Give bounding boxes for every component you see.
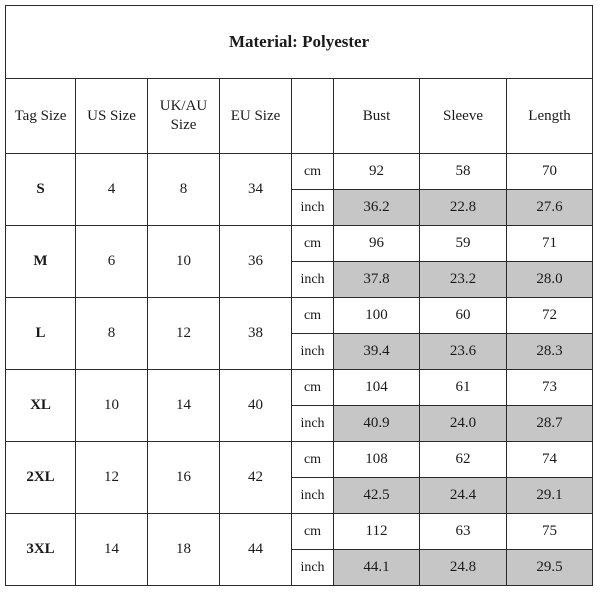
- size-chart: [5, 5, 592, 595]
- us-size-cell: 12: [76, 442, 148, 514]
- size-row-cm: [6, 154, 593, 190]
- sleeve-cm-cell: 61: [420, 370, 507, 406]
- unit-cell-inch: inch: [292, 190, 334, 226]
- unit-cell-inch: inch: [292, 550, 334, 586]
- length-inch-cell: 28.7: [507, 406, 593, 442]
- sleeve-inch-cell: 24.0: [420, 406, 507, 442]
- eu-size-cell: 34: [220, 154, 292, 226]
- tag-size-cell: M: [6, 226, 76, 298]
- bust-inch-cell: 40.9: [334, 406, 420, 442]
- size-row-cm: [6, 226, 593, 262]
- header-length: Length: [507, 79, 593, 154]
- tag-size-cell: 3XL: [6, 514, 76, 586]
- eu-size-cell: 40: [220, 370, 292, 442]
- sleeve-cm-cell: 60: [420, 298, 507, 334]
- header-bust: Bust: [334, 79, 420, 154]
- unit-cell-cm: cm: [292, 298, 334, 334]
- header-ukau-size: UK/AU Size: [148, 79, 220, 154]
- length-inch-cell: 28.0: [507, 262, 593, 298]
- us-size-cell: 8: [76, 298, 148, 370]
- header-unit: [292, 79, 334, 154]
- unit-cell-cm: cm: [292, 154, 334, 190]
- header-eu-size: EU Size: [220, 79, 292, 154]
- length-cm-cell: 70: [507, 154, 593, 190]
- unit-cell-cm: cm: [292, 226, 334, 262]
- ukau-size-cell: 12: [148, 298, 220, 370]
- header-sleeve: Sleeve: [420, 79, 507, 154]
- length-cm-cell: 75: [507, 514, 593, 550]
- bust-inch-cell: 42.5: [334, 478, 420, 514]
- bust-inch-cell: 37.8: [334, 262, 420, 298]
- unit-cell-inch: inch: [292, 334, 334, 370]
- bust-cm-cell: 100: [334, 298, 420, 334]
- ukau-size-cell: 16: [148, 442, 220, 514]
- us-size-cell: 10: [76, 370, 148, 442]
- bust-cm-cell: 96: [334, 226, 420, 262]
- ukau-size-cell: 18: [148, 514, 220, 586]
- eu-size-cell: 38: [220, 298, 292, 370]
- us-size-cell: 6: [76, 226, 148, 298]
- ukau-size-cell: 8: [148, 154, 220, 226]
- sleeve-cm-cell: 62: [420, 442, 507, 478]
- sleeve-inch-cell: 22.8: [420, 190, 507, 226]
- size-table: [5, 5, 593, 586]
- eu-size-cell: 42: [220, 442, 292, 514]
- bust-cm-cell: 108: [334, 442, 420, 478]
- length-inch-cell: 29.5: [507, 550, 593, 586]
- tag-size-cell: 2XL: [6, 442, 76, 514]
- length-inch-cell: 27.6: [507, 190, 593, 226]
- unit-cell-inch: inch: [292, 478, 334, 514]
- tag-size-cell: S: [6, 154, 76, 226]
- sleeve-cm-cell: 63: [420, 514, 507, 550]
- unit-cell-cm: cm: [292, 442, 334, 478]
- length-cm-cell: 73: [507, 370, 593, 406]
- sleeve-inch-cell: 23.6: [420, 334, 507, 370]
- bust-cm-cell: 104: [334, 370, 420, 406]
- unit-cell-inch: inch: [292, 406, 334, 442]
- us-size-cell: 14: [76, 514, 148, 586]
- length-cm-cell: 74: [507, 442, 593, 478]
- sleeve-inch-cell: 23.2: [420, 262, 507, 298]
- length-inch-cell: 28.3: [507, 334, 593, 370]
- size-row-cm: [6, 370, 593, 406]
- bust-inch-cell: 39.4: [334, 334, 420, 370]
- header-row: [6, 79, 593, 154]
- unit-cell-cm: cm: [292, 370, 334, 406]
- header-us-size: US Size: [76, 79, 148, 154]
- length-cm-cell: 72: [507, 298, 593, 334]
- sleeve-inch-cell: 24.8: [420, 550, 507, 586]
- tag-size-cell: XL: [6, 370, 76, 442]
- ukau-size-cell: 14: [148, 370, 220, 442]
- sleeve-cm-cell: 58: [420, 154, 507, 190]
- size-row-cm: [6, 514, 593, 550]
- length-cm-cell: 71: [507, 226, 593, 262]
- unit-cell-cm: cm: [292, 514, 334, 550]
- sleeve-inch-cell: 24.4: [420, 478, 507, 514]
- size-row-cm: [6, 442, 593, 478]
- size-row-cm: [6, 298, 593, 334]
- length-inch-cell: 29.1: [507, 478, 593, 514]
- us-size-cell: 4: [76, 154, 148, 226]
- ukau-size-cell: 10: [148, 226, 220, 298]
- bust-cm-cell: 112: [334, 514, 420, 550]
- bust-inch-cell: 44.1: [334, 550, 420, 586]
- eu-size-cell: 36: [220, 226, 292, 298]
- tag-size-cell: L: [6, 298, 76, 370]
- bust-cm-cell: 92: [334, 154, 420, 190]
- material-title: Material: Polyester: [6, 6, 593, 79]
- bust-inch-cell: 36.2: [334, 190, 420, 226]
- unit-cell-inch: inch: [292, 262, 334, 298]
- eu-size-cell: 44: [220, 514, 292, 586]
- sleeve-cm-cell: 59: [420, 226, 507, 262]
- header-tag-size: Tag Size: [6, 79, 76, 154]
